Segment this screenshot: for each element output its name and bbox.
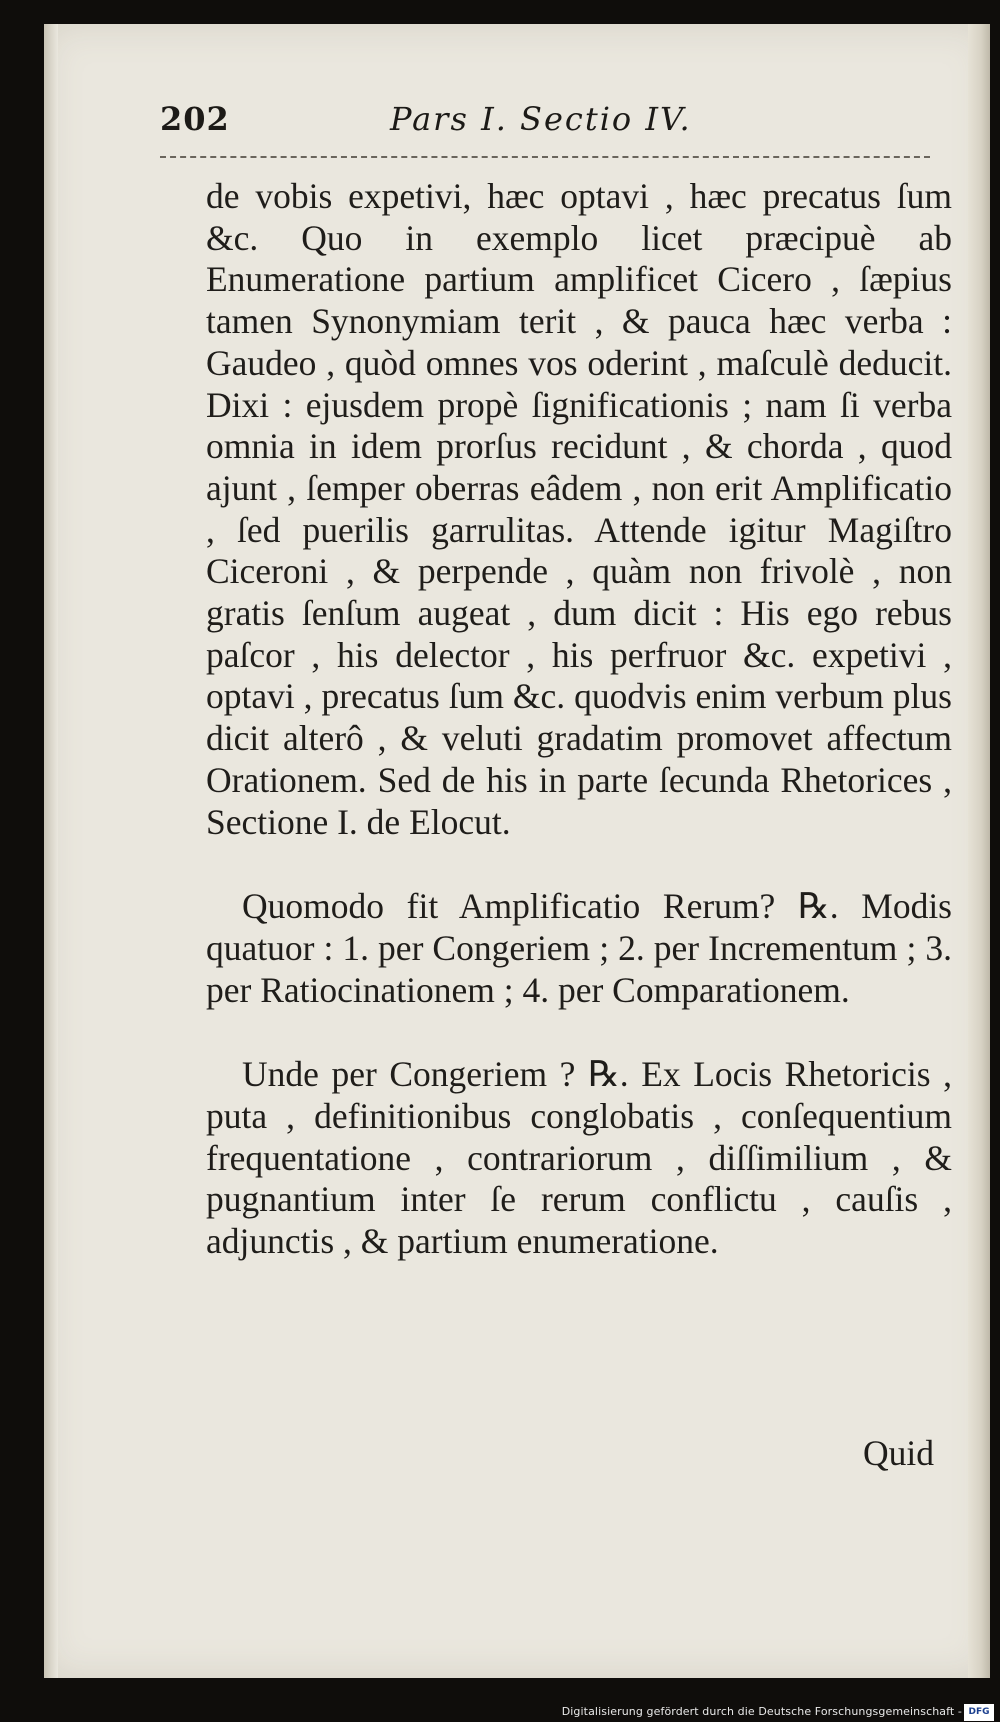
footer-bar <box>0 1702 1000 1722</box>
paragraph-question-amplificatio: Quomodo fit Amplificatio Rerum? ℞. Modis quatuor : 1. per Congeriem ; 2. per Incrementum ; 3. per Ratiocinationem ; 4. per Comparationem. <box>206 886 952 1010</box>
catchword: Quid <box>863 1433 934 1473</box>
paragraph-gap <box>206 1011 952 1054</box>
page-header <box>160 100 930 150</box>
page-edge <box>968 24 990 1678</box>
running-head: Pars I. Sectio IV. <box>390 100 692 138</box>
paragraph-continuation: de vobis expetivi, hæc optavi , hæc precatus ſum &c. Quo in exemplo licet præcipuè ab Enumeratione partium amplificet Cicero , ſæpius tamen Synonymiam terit , & pauca hæc verba : Gaudeo , quòd omnes vos oderint , maſculè deducit. Dixi : ejusdem propè ſignificationis ; nam ſi verba omnia in idem prorſus recidunt , & chorda , quod ajunt , ſemper oberras eâdem , non erit Amplificatio , ſed puerilis garrulitas. Attende igitur Magiſtro Ciceroni , & perpende , quàm non frivolè , non gratis ſenſum augeat , dum dicit : His ego rebus paſcor , his delector , his perfruor &c. expetivi , optavi , precatus ſum &c. quodvis enim verbum plus dicit alterô , & veluti gradatim promovet affectum Orationem. Sed de his in parte ſecunda Rhetorices , Sectione I. de Elocut. <box>206 176 952 842</box>
paragraph-gap <box>206 843 952 886</box>
paragraph-question-congeries: Unde per Congeriem ? ℞. Ex Locis Rhetoricis , puta , definitionibus conglobatis , conſequentium frequentatione , contrariorum , diſſimilium , & pugnantium inter ſe rerum conflictu , cauſis , adjunctis , & partium enumeratione. <box>206 1054 952 1262</box>
page-gutter <box>44 24 58 1678</box>
funding-credit: Digitalisierung gefördert durch die Deutsche Forschungsgemeinschaft - <box>561 1705 962 1718</box>
body-text <box>206 176 952 1263</box>
header-rule <box>160 156 930 158</box>
dfg-logo-icon: DFG <box>964 1704 994 1721</box>
page-number: 202 <box>160 100 230 138</box>
